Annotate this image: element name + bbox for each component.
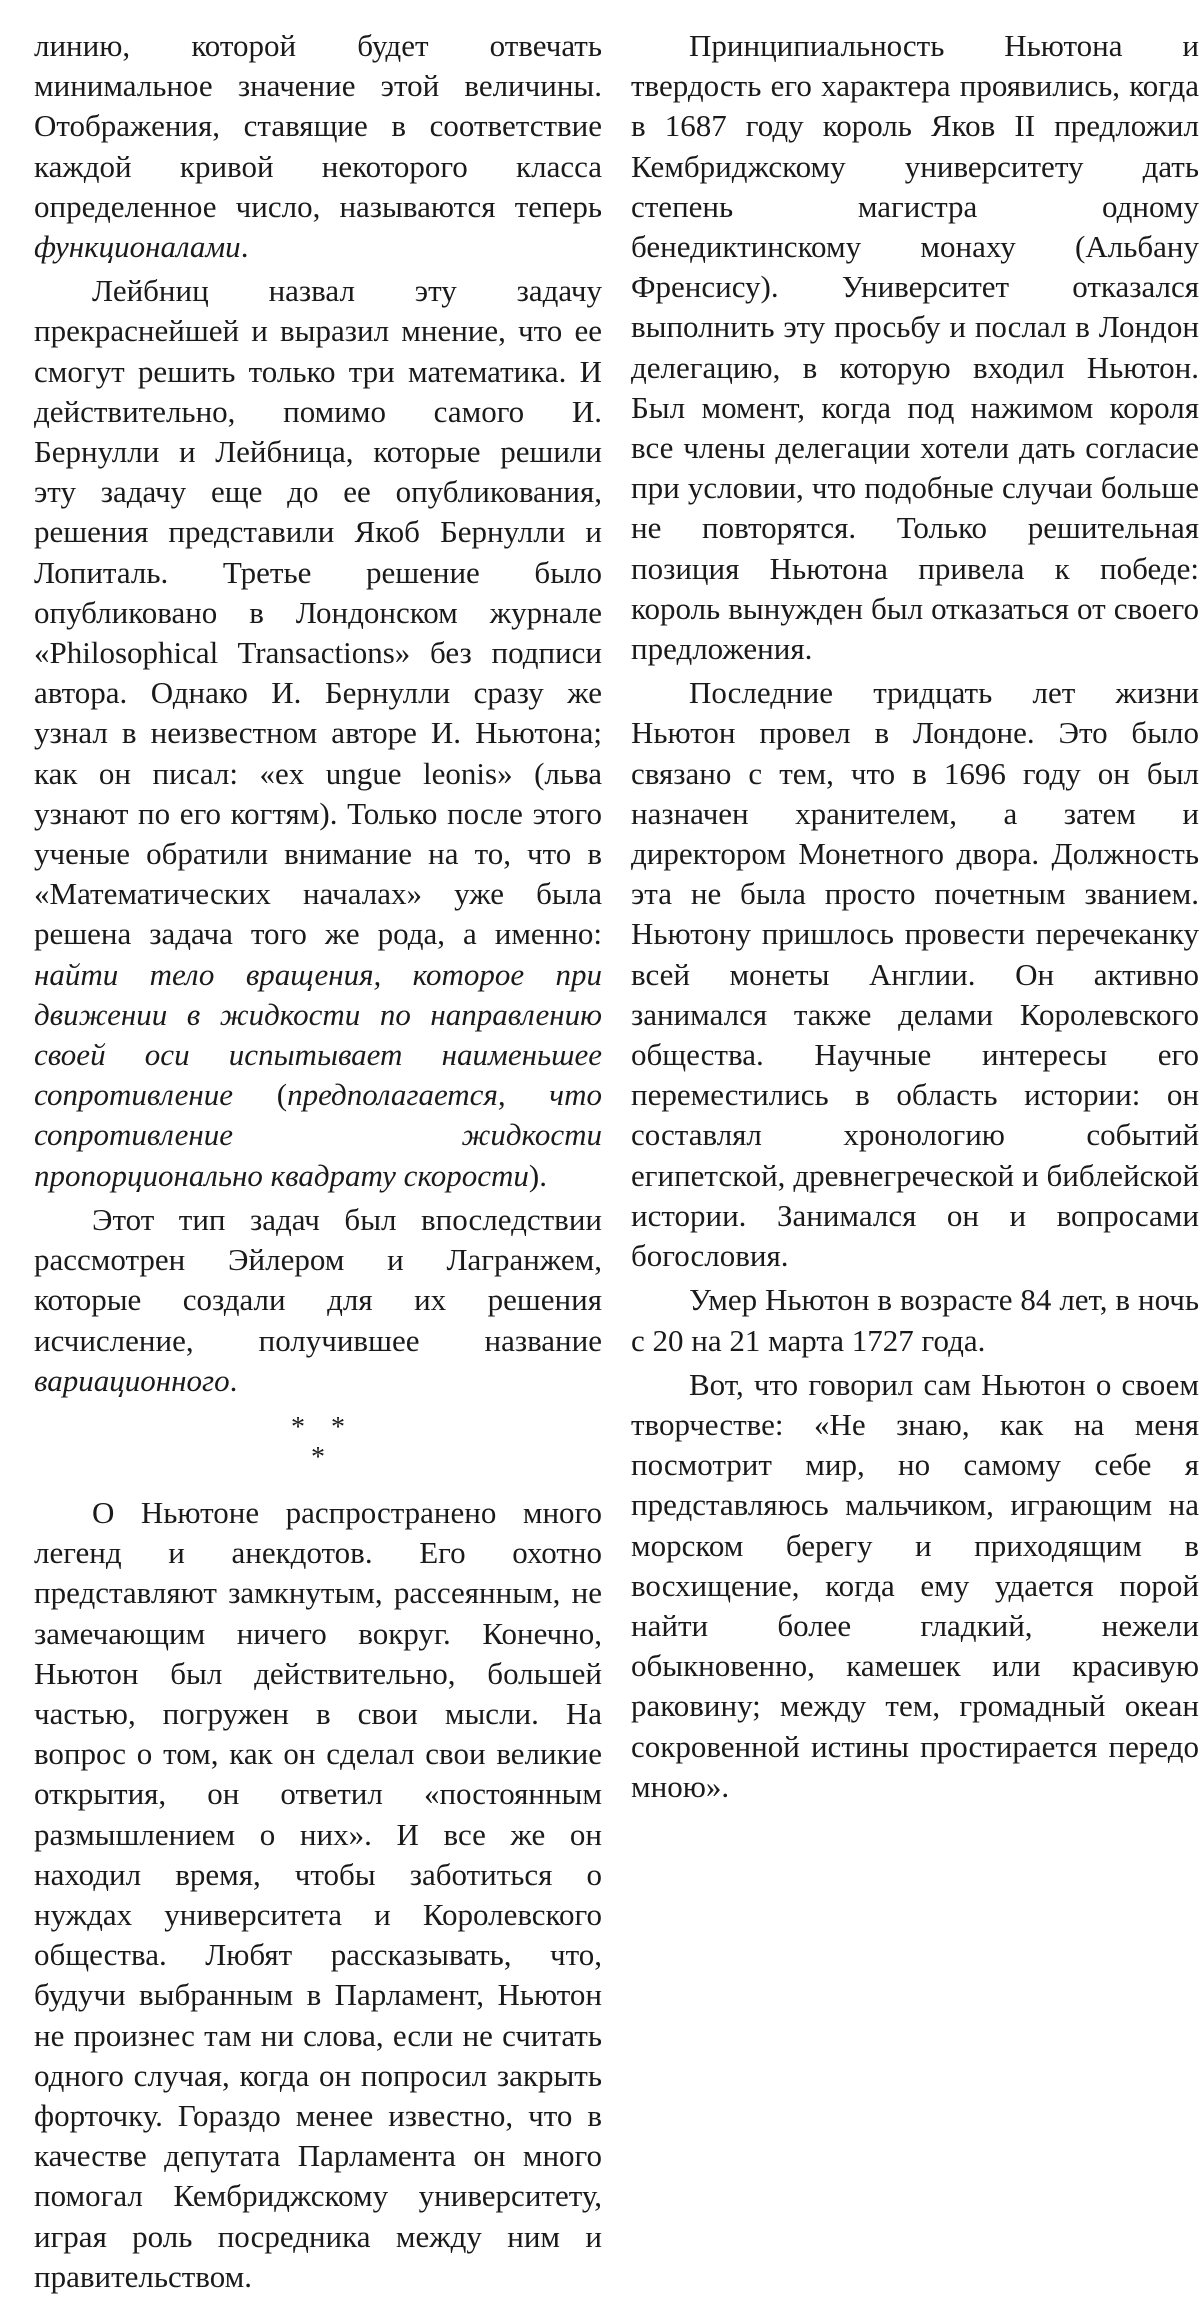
paragraph-end: .: [240, 229, 249, 265]
italic-term: вариационного: [34, 1362, 230, 1398]
asterisk: *: [331, 1411, 345, 1443]
paragraph-principles: Принципиальность Ньютона и твердость его характера проявились, когда в 1687 году король Яков II предложил Кембриджскому университету дать степень магистра одному бенедиктинскому монаху (Альбану Френсису). Университет отказался выполнить эту просьбу и послал в Лондон делегацию, в которую входил Ньютон. Был момент, когда под нажимом короля все члены делегации хотели дать согласие при условии, что подобные случаи больше не повторятся. Только решительная позиция Ньютона привела к победе: король вынужден был отказаться от своего предложения.: [631, 28, 1199, 667]
paragraph-death: Умер Ньютон в возрасте 84 лет, в ночь с 20 на 21 марта 1727 года.: [631, 1282, 1199, 1358]
paragraph-euler-lagrange: [34, 1200, 602, 1401]
asterism-divider: [34, 1413, 602, 1473]
paragraph-text: Лейбниц назвал эту задачу прекраснейшей и выразил мнение, что ее смогут решить только три математика. И действительно, помимо самого И. Бернулли и Лейбница, которые решили эту задачу еще до ее опубликования, решения представили Якоб Бернулли и Лопиталь. Третье решение было опубликовано в Лондонском журнале «Philosophical Transactions» без подписи автора. Однако И. Бернулли сразу же узнал в неизвестном авторе И. Ньютона; как он писал: «ex ungue leonis» (льва узнают по его когтям). Только после этого ученые обратили внимание на то, что в «Математических началах» уже была решена задача того же рода, а именно:: [34, 273, 602, 952]
right-column: [631, 26, 1199, 1807]
paragraph-text: линию, которой будет отвечать минимальное значение этой величины. Отображения, ставящие в соответствие каждой кривой некоторого класса определенное число, называются теперь: [34, 28, 602, 224]
paragraph-functionals: [34, 26, 602, 267]
paragraph-end: ).: [528, 1157, 547, 1193]
paragraph-newton-quote: Вот, что говорил сам Ньютон о своем творчестве: «Не знаю, как на меня посмотрит мир, но самому себе я представляюсь мальчиком, играющим на морском берегу и приходящим в восхищение, когда ему удается порой найти более гладкий, нежели обыкновенно, камешек или красивую раковину; между тем, громадный океан сокровенной истины простирается передо мною».: [631, 1366, 1199, 1804]
paragraph-london-years: Последние тридцать лет жизни Ньютон провел в Лондоне. Это было связано с тем, что в 1696 году он был назначен хранителем, а затем и директором Монетного двора. Должность эта не была просто почетным званием. Ньютону пришлось провести перечеканку всей монеты Англии. Он активно занимался также делами Королевского общества. Научные интересы его переместились в область истории: он составлял хронологию событий египетской, древнегреческой и библейской истории. Занимался он и вопросами богословия.: [631, 675, 1199, 1274]
paragraph-leibniz: [34, 271, 602, 1196]
asterisk: *: [291, 1411, 305, 1443]
italic-problem-statement: найти тело вращения, которое при движении в жидкости по направлению своей оси испытывает наименьшее сопротивление: [34, 956, 602, 1113]
paragraph-text: Этот тип задач был впоследствии рассмотрен Эйлером и Лагранжем, которые создали для их решения исчисление, получившее название: [34, 1201, 602, 1358]
paragraph-legends: О Ньютоне распространено много легенд и анекдотов. Его охотно представляют замкнутым, рассеянным, не замечающим ничего вокруг. Конечно, Ньютон был действительно, большей частью, погружен в свои мысли. На вопрос о том, как он сделал свои великие открытия, он ответил «постоянным размышлением о них». И все же он находил время, чтобы заботиться о нуждах университета и Королевского общества. Любят рассказывать, что, будучи выбранным в Парламент, Ньютон не произнес там ни слова, если не считать одного случая, когда он попросил закрыть форточку. Гораздо менее известно, что в качестве депутата Парламента он много помогал Кембриджскому университету, играя роль посредника между ним и правительством.: [34, 1494, 602, 2294]
paragraph-end: .: [229, 1362, 238, 1398]
italic-assumption: предполагается, что сопротивление жидкости пропорционально квадрату скорости: [34, 1077, 602, 1193]
paragraph-text: (: [233, 1077, 288, 1113]
italic-term: функционалами: [34, 229, 241, 265]
asterisk: *: [311, 1441, 325, 1473]
left-column: [34, 26, 602, 2297]
